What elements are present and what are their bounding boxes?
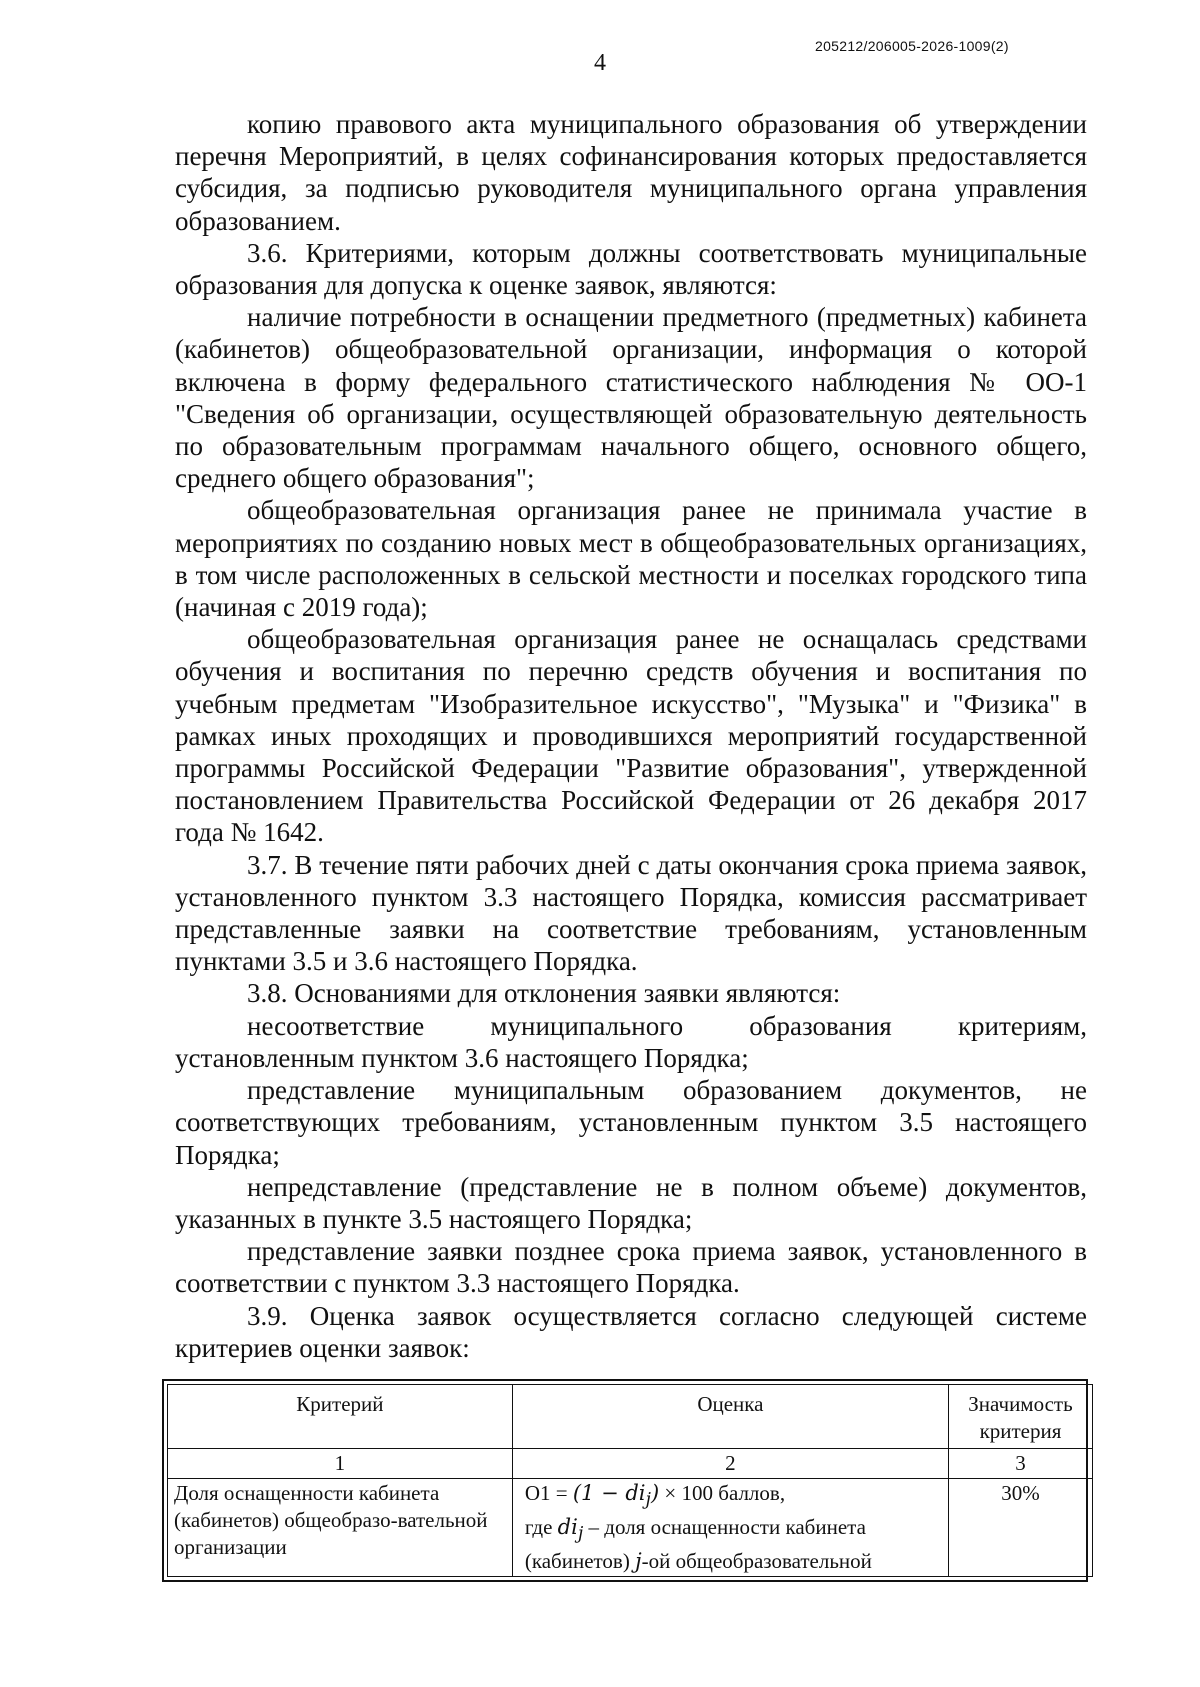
- where-prefix: где: [524, 1515, 558, 1540]
- formula-subscript: j: [645, 1490, 651, 1511]
- where-variable: di: [557, 1515, 578, 1540]
- document-id: 205212/206005-2026-1009(2): [815, 38, 1009, 54]
- criteria-table-wrapper: [162, 1379, 1088, 1582]
- paragraph: представление муниципальным образованием документов, не соответствующих требованиям, установленным пунктом 3.5 настоящего Порядка;: [175, 1075, 1087, 1170]
- page-number: 4: [594, 50, 606, 76]
- paragraph: 3.8. Основаниями для отклонения заявки являются:: [247, 978, 841, 1009]
- paragraph: общеобразовательная организация ранее не оснащалась средствами обучения и воспитания по перечню средств обучения и воспитания по учебным предметам "Изобразительное искусство", "Музыка" и "Физика" в рамках иных проходящих и проводившихся мероприятий государственной программы Российской Федерации "Развитие образования", утвержденной постановлением Правительства Российской Федерации от 26 декабря 2017 года № 1642.: [175, 624, 1087, 848]
- formula-math: (1 − di: [572, 1481, 646, 1505]
- paragraph: 3.6. Критериями, которым должны соответствовать муниципальные образования для допуска к оценке заявок, являются:: [175, 237, 1087, 301]
- table-header-row: [168, 1385, 1093, 1449]
- criteria-table-frame: [162, 1379, 1088, 1582]
- table-cell: 2: [512, 1449, 948, 1479]
- criterion-cell: Доля оснащенности кабинета (кабинетов) общеобразо-вательной организации: [168, 1479, 513, 1577]
- formula-lhs: О1 =: [524, 1481, 573, 1505]
- where-subscript: j: [577, 1524, 584, 1545]
- document-body: [175, 108, 1087, 1364]
- paragraph: общеобразовательная организация ранее не принимала участие в мероприятиях по созданию новых мест в общеобразовательных организациях, в том числе расположенных в сельской местности и поселках городского типа (начиная с 2019 года);: [175, 495, 1087, 623]
- table-cell: 3: [948, 1449, 1092, 1479]
- paragraph: непредставление (представление не в полном объеме) документов, указанных в пункте 3.5 настоящего Порядка;: [175, 1171, 1087, 1234]
- line3-variable: j: [635, 1549, 642, 1574]
- table-number-row: [168, 1449, 1093, 1479]
- paragraph: представление заявки позднее срока приема заявок, установленного в соответствии с пунктом 3.3 настоящего Порядка.: [175, 1236, 1087, 1299]
- paragraph: 3.9. Оценка заявок осуществляется согласно следующей системе критериев оценки заявок:: [175, 1300, 1087, 1363]
- score-cell: [512, 1479, 948, 1577]
- table-header-weight: Значимость критерия: [948, 1385, 1092, 1449]
- table-header-criterion: Критерий: [168, 1385, 513, 1449]
- formula-line: [525, 1480, 942, 1514]
- paragraph: наличие потребности в оснащении предметного (предметных) кабинета (кабинетов) общеобразовательной организации, информация о которой включена в форму федерального статистического наблюдения № ОО-1 "Сведения об организации, осуществляющей образовательную деятельность по образовательным программам начального общего, основного общего, среднего общего образования";: [175, 302, 1087, 494]
- formula-where-line: [525, 1514, 942, 1548]
- weight-cell: 30%: [948, 1479, 1092, 1577]
- criteria-table: [167, 1384, 1093, 1577]
- line3-suffix: -ой общеобразовательной: [641, 1549, 872, 1574]
- paragraph: 3.7. В течение пяти рабочих дней с даты окончания срока приема заявок, установленного пунктом 3.3 настоящего Порядка, комиссия рассматривает представленные заявки на соответствие требованиям, установленным пунктами 3.5 и 3.6 настоящего Порядка.: [175, 849, 1087, 977]
- formula-close: ): [650, 1481, 660, 1505]
- table-header-score: Оценка: [512, 1385, 948, 1449]
- paragraph: копию правового акта муниципального образования об утверждении перечня Мероприятий, в целях софинансирования которых предоставляется субсидия, за подписью руководителя муниципального органа управления образованием.: [175, 109, 1087, 236]
- formula-rest: × 100 баллов,: [659, 1481, 786, 1505]
- table-row: [168, 1479, 1093, 1577]
- line3-prefix: (кабинетов): [524, 1549, 636, 1574]
- table-cell: 1: [168, 1449, 513, 1479]
- paragraph: несоответствие муниципального образования критериям, установленным пунктом 3.6 настоящего Порядка;: [175, 1010, 1087, 1073]
- formula-line-3: [525, 1548, 942, 1575]
- where-text: – доля оснащенности кабинета: [583, 1515, 866, 1540]
